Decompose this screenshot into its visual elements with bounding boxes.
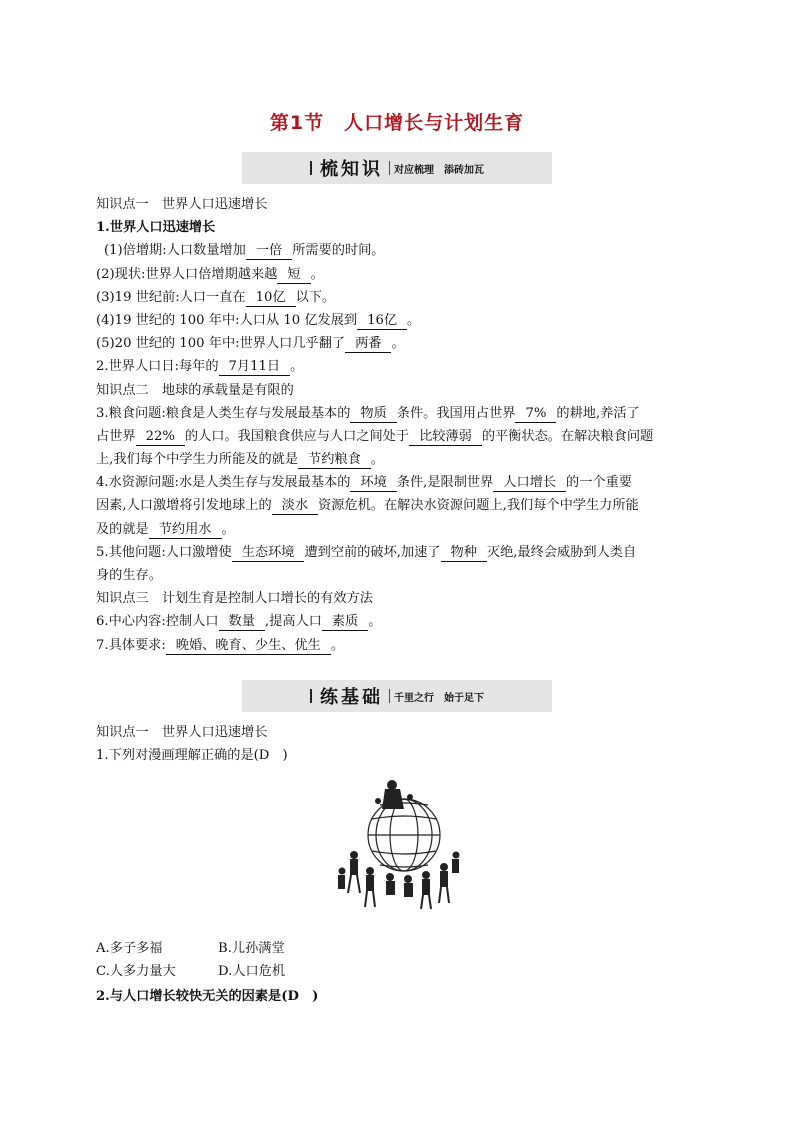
banner-subtitle: 对应梳理 添砖加瓦	[394, 164, 484, 176]
banner-subtitle: 千里之行 始于足下	[394, 692, 484, 704]
page-title: 第1节 人口增长与计划生育	[269, 112, 525, 134]
fill-line: 4.水资源问题:水是人类生存与发展最基本的 环境 条件,是限制世界 人口增长 的一个重要	[96, 475, 632, 491]
banner-bar	[310, 161, 312, 175]
answer-blank: 环境	[350, 475, 396, 492]
option-a: A.多子多福	[96, 941, 163, 956]
answer-blank: 淡水	[272, 498, 318, 515]
fill-line: (3)19 世纪前:人口一直在 10亿 以下。	[96, 289, 336, 305]
answer-blank: 数量	[219, 614, 265, 631]
answer-blank: 短	[277, 267, 310, 284]
answer-blank: 一倍	[246, 243, 292, 260]
fill-line: 及的就是 节约用水 。	[96, 521, 235, 537]
answer-blank: 节约用水	[149, 522, 222, 539]
banner-bar	[310, 689, 312, 703]
practice-section	[96, 721, 696, 767]
option-b: B.儿孙满堂	[218, 941, 285, 956]
question-2: 2.与人口增长较快无关的因素是(D )	[96, 989, 319, 1004]
answer-blank: 素质	[322, 614, 368, 631]
knowledge-point-heading: 知识点一 世界人口迅速增长	[96, 725, 268, 740]
fill-line: (2)现状:世界人口倍增期越来越 短 。	[96, 266, 324, 282]
item-heading: 1.世界人口迅速增长	[96, 220, 216, 236]
section-banner-knowledge	[242, 152, 552, 184]
banner-separator	[389, 161, 390, 175]
knowledge-point-heading: 知识点二 地球的承载量是有限的	[96, 382, 294, 398]
banner-heading: 练基础	[320, 687, 383, 708]
answer-blank: 生态环境	[232, 545, 305, 562]
fill-line: (1)倍增期:人口数量增加 一倍 所需要的时间。	[104, 243, 385, 259]
fill-line: 占世界 22% 的人口。我国粮食供应与人口之间处于 比较薄弱 的平衡状态。在解决粮食问题	[96, 428, 654, 444]
fill-line: 2.世界人口日:每年的 7月11日 。	[96, 359, 304, 375]
answer-blank: 两番	[345, 336, 391, 353]
question-1: 1.下列对漫画理解正确的是(D )	[96, 748, 288, 764]
fill-line: 因素,人口激增将引发地球上的 淡水 资源危机。在解决水资源问题上,我们每个中学生力所能	[96, 498, 639, 514]
fill-line: 6.中心内容:控制人口 数量 ,提高人口 素质 。	[96, 614, 382, 630]
answer-blank: 物种	[441, 545, 487, 562]
option-d: D.人口危机	[218, 964, 286, 979]
answer-blank: 节约粮食	[298, 452, 371, 469]
answer-blank: 7%	[515, 406, 556, 423]
fill-line: 上,我们每个中学生力所能及的就是 节约粮食 。	[96, 452, 384, 468]
answer-blank: 16亿	[357, 313, 407, 330]
answer-blank: 7月11日	[219, 359, 291, 376]
knowledge-point-heading: 知识点一 世界人口迅速增长	[96, 197, 268, 212]
fill-line: 5.其他问题:人口激增使 生态环境 遭到空前的破坏,加速了 物种 灭绝,最终会威胁到人类自	[96, 544, 637, 560]
option-c: C.人多力量大	[96, 964, 176, 979]
answer-blank: 22%	[136, 429, 185, 446]
answer-blank: 晚婚、晚育、少生、优生	[166, 638, 331, 655]
options-row-2	[96, 960, 285, 983]
fill-line: (4)19 世纪的 100 年中:人口从 10 亿发展到 16亿 。	[96, 312, 421, 328]
banner-heading: 梳知识	[320, 159, 383, 180]
section-banner-practice	[242, 680, 552, 712]
fill-line: 3.粮食问题:粮食是人类生存与发展最基本的 物质 条件。我国用占世界 7% 的耕地,养活了	[96, 405, 640, 421]
text-line: 身的生存。	[96, 568, 162, 583]
mother-figure	[387, 780, 397, 790]
answer-blank: 比较薄弱	[409, 429, 482, 446]
fill-line: (5)20 世纪的 100 年中:世界人口几乎翻了 两番 。	[96, 336, 405, 352]
answer-blank: 物质	[350, 406, 396, 423]
knowledge-point-heading: 知识点三 计划生育是控制人口增长的有效方法	[96, 591, 373, 607]
cartoon-illustration	[330, 775, 470, 915]
answer-blank: 人口增长	[493, 475, 566, 492]
options-row-1	[96, 937, 285, 960]
answer-blank: 10亿	[246, 290, 296, 307]
knowledge-section	[96, 193, 696, 657]
banner-separator	[389, 689, 390, 703]
fill-line: 7.具体要求: 晚婚、晚育、少生、优生 。	[96, 637, 345, 653]
